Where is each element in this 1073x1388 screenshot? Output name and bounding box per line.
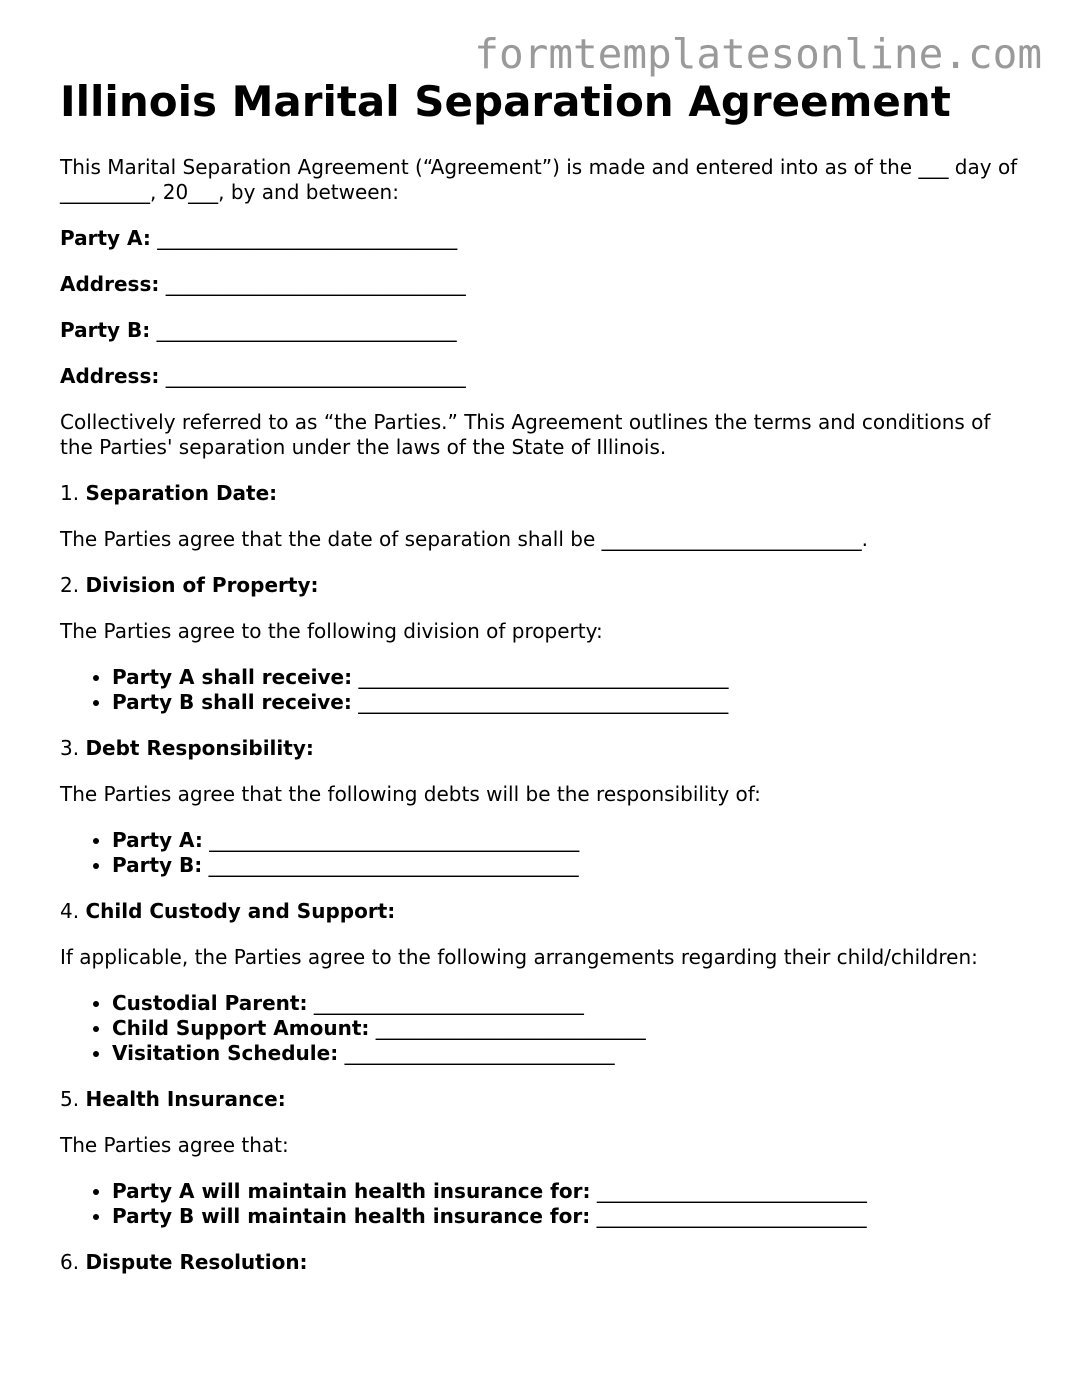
- health-insurance-text: The Parties agree that:: [60, 1133, 289, 1157]
- field-label: Address:: [60, 272, 160, 296]
- section-title: Dispute Resolution:: [85, 1250, 308, 1274]
- item-blank[interactable]: _____________________________________: [209, 828, 580, 852]
- child-custody-text: If applicable, the Parties agree to the following arrangements regarding their child/children:: [60, 945, 978, 969]
- item-label: Party B:: [112, 853, 203, 877]
- item-label: Party A shall receive:: [112, 665, 353, 689]
- section-number: 1.: [60, 481, 80, 505]
- item-blank[interactable]: ___________________________: [596, 1179, 867, 1203]
- division-of-property-list: [60, 665, 1020, 715]
- section-heading-debt-responsibility: [60, 736, 1020, 761]
- item-blank[interactable]: ___________________________: [344, 1041, 615, 1065]
- health-insurance-list: [60, 1179, 1020, 1229]
- list-item[interactable]: [112, 1016, 1020, 1041]
- separation-date-text[interactable]: The Parties agree that the date of separation shall be __________________________.: [60, 527, 868, 551]
- field-label: Party A:: [60, 226, 151, 250]
- item-label: Custodial Parent:: [112, 991, 308, 1015]
- collective-paragraph: Collectively referred to as “the Parties.” This Agreement outlines the terms and conditions of the Parties' separation under the laws of the State of Illinois.: [60, 410, 991, 459]
- field-blank[interactable]: ______________________________: [165, 272, 466, 296]
- item-blank[interactable]: ___________________________: [375, 1016, 646, 1040]
- item-blank[interactable]: _____________________________________: [358, 665, 729, 689]
- section-title: Child Custody and Support:: [85, 899, 396, 923]
- list-item[interactable]: [112, 1204, 1020, 1229]
- list-item[interactable]: [112, 665, 1020, 690]
- item-label: Visitation Schedule:: [112, 1041, 339, 1065]
- item-blank[interactable]: ___________________________: [596, 1204, 867, 1228]
- document-page: [60, 76, 1020, 1275]
- section-title: Debt Responsibility:: [85, 736, 314, 760]
- section-heading-separation-date: [60, 481, 1020, 506]
- field-label: Address:: [60, 364, 160, 388]
- list-item[interactable]: [112, 991, 1020, 1016]
- section-number: 5.: [60, 1087, 80, 1111]
- division-of-property-text: The Parties agree to the following division of property:: [60, 619, 603, 643]
- party-a-address-field[interactable]: [60, 272, 1020, 297]
- item-blank[interactable]: ___________________________: [313, 991, 584, 1015]
- section-number: 3.: [60, 736, 80, 760]
- debt-responsibility-text: The Parties agree that the following debts will be the responsibility of:: [60, 782, 761, 806]
- list-item[interactable]: [112, 828, 1020, 853]
- document-title: Illinois Marital Separation Agreement: [60, 77, 951, 126]
- child-custody-list: [60, 991, 1020, 1066]
- party-a-field[interactable]: [60, 226, 1020, 251]
- list-item[interactable]: [112, 690, 1020, 715]
- item-label: Party B will maintain health insurance for:: [112, 1204, 591, 1228]
- section-heading-division-of-property: [60, 573, 1020, 598]
- section-heading-dispute-resolution: [60, 1250, 1020, 1275]
- list-item[interactable]: [112, 1041, 1020, 1066]
- field-blank[interactable]: ______________________________: [156, 318, 457, 342]
- section-title: Health Insurance:: [85, 1087, 286, 1111]
- debt-responsibility-list: [60, 828, 1020, 878]
- item-blank[interactable]: _____________________________________: [208, 853, 579, 877]
- section-heading-health-insurance: [60, 1087, 1020, 1112]
- field-blank[interactable]: ______________________________: [165, 364, 466, 388]
- section-title: Separation Date:: [85, 481, 278, 505]
- item-label: Child Support Amount:: [112, 1016, 370, 1040]
- party-b-address-field[interactable]: [60, 364, 1020, 389]
- section-number: 4.: [60, 899, 80, 923]
- party-b-field[interactable]: [60, 318, 1020, 343]
- list-item[interactable]: [112, 853, 1020, 878]
- item-label: Party A:: [112, 828, 203, 852]
- section-heading-child-custody: [60, 899, 1020, 924]
- item-label: Party B shall receive:: [112, 690, 352, 714]
- item-blank[interactable]: _____________________________________: [358, 690, 729, 714]
- section-number: 2.: [60, 573, 80, 597]
- section-title: Division of Property:: [85, 573, 319, 597]
- field-label: Party B:: [60, 318, 151, 342]
- watermark: formtemplatesonline.com: [474, 30, 1042, 78]
- section-number: 6.: [60, 1250, 80, 1274]
- field-blank[interactable]: ______________________________: [157, 226, 458, 250]
- list-item[interactable]: [112, 1179, 1020, 1204]
- intro-paragraph: This Marital Separation Agreement (“Agreement”) is made and entered into as of the ___ day of _________, 20___, by and between:: [60, 155, 1018, 204]
- item-label: Party A will maintain health insurance for:: [112, 1179, 591, 1203]
